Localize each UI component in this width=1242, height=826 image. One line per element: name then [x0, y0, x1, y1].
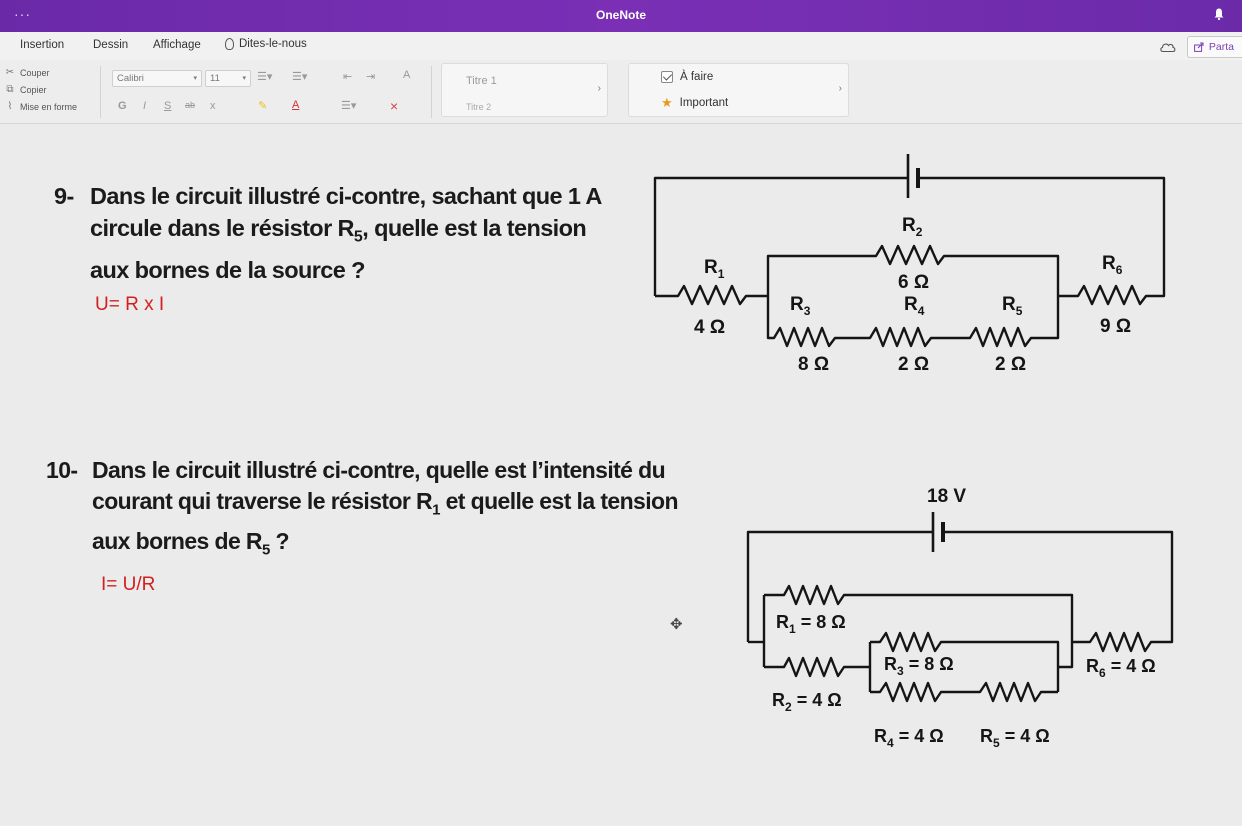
- format-painter-button[interactable]: [4, 101, 77, 112]
- question-line: Dans le circuit illustré ci-contre, sachant que 1 A: [90, 183, 602, 209]
- cut-button[interactable]: [4, 67, 50, 78]
- r4-label: $R_4 = 4$ Ω: [874, 726, 944, 750]
- tag-todo[interactable]: [661, 71, 713, 83]
- clear-formatting-button[interactable]: ×: [390, 98, 399, 114]
- question-line: aux bornes de $R_5$ ?: [92, 527, 289, 559]
- move-cursor-icon: ✥: [670, 616, 683, 633]
- share-button[interactable]: [1187, 36, 1242, 58]
- r5-value: 2 Ω: [995, 354, 1027, 375]
- r5-label: $R_5$: [1002, 294, 1023, 318]
- styles-pane-icon[interactable]: A: [403, 69, 411, 81]
- share-area: [1159, 36, 1242, 58]
- styles-gallery[interactable]: [441, 63, 608, 117]
- font-family-select[interactable]: [112, 70, 202, 87]
- tag-todo-label: À faire: [680, 71, 714, 83]
- copy-label: Copier: [20, 84, 47, 95]
- format-painter-label: Mise en forme: [20, 101, 78, 112]
- question-10: [46, 455, 678, 565]
- ribbon-divider: [100, 66, 101, 118]
- r2-value: 6 Ω: [898, 272, 930, 293]
- tell-me-search[interactable]: [225, 38, 307, 50]
- bullet-list-icon[interactable]: ☰▾: [257, 71, 273, 83]
- chevron-down-icon: ▾: [193, 75, 197, 82]
- question-line: circule dans le résistor $R_5$, quelle est la tension: [90, 215, 587, 246]
- r4-label: $R_4$: [904, 294, 925, 318]
- question-line: aux bornes de la source ?: [90, 256, 365, 283]
- app-title: OneNote: [595, 8, 646, 22]
- indent-icon[interactable]: ⇥: [366, 71, 376, 83]
- r5-label: $R_5 = 4$ Ω: [980, 726, 1050, 750]
- source-voltage: 18 V: [927, 486, 967, 507]
- notification-bell-icon[interactable]: [1214, 8, 1224, 20]
- italic-button[interactable]: I: [143, 100, 147, 112]
- cut-label: Couper: [20, 67, 50, 78]
- question-9: [54, 180, 602, 286]
- r1-label: $R_1 = 8$ Ω: [776, 612, 846, 636]
- tab-affichage[interactable]: Affichage: [153, 39, 201, 51]
- r3-label: $R_3 = 8$ Ω: [884, 654, 954, 678]
- chevron-down-icon: ▾: [242, 75, 246, 82]
- answer-note-10[interactable]: I= U/R: [101, 574, 156, 595]
- share-label: Parta: [1208, 41, 1234, 53]
- r3-value: 8 Ω: [798, 354, 830, 375]
- chevron-right-icon[interactable]: ›: [597, 83, 601, 94]
- r2-label: $R_2 = 4$ Ω: [772, 690, 842, 714]
- align-icon[interactable]: ☰▾: [341, 100, 357, 112]
- window-menu-dots[interactable]: ···: [14, 6, 31, 22]
- ribbon-tabs: [0, 32, 1242, 60]
- checkbox-icon: [661, 71, 673, 83]
- font-family-value: Calibri: [117, 73, 144, 84]
- underline-button[interactable]: S: [164, 100, 172, 112]
- circuit-diagram-9: [640, 148, 1180, 378]
- highlight-icon[interactable]: ✎: [258, 100, 268, 112]
- r1-label: $R_1$: [704, 257, 725, 281]
- copy-button[interactable]: [4, 84, 47, 95]
- style-titre1[interactable]: Titre 1: [466, 75, 497, 87]
- title-bar: [0, 0, 1242, 32]
- answer-note-9[interactable]: U= R x I: [95, 294, 165, 315]
- tab-insertion[interactable]: Insertion: [20, 39, 65, 51]
- r4-value: 2 Ω: [898, 354, 930, 375]
- bold-button[interactable]: G: [118, 100, 127, 112]
- r1-value: 4 Ω: [694, 317, 726, 338]
- copy-icon: ⧉: [6, 84, 14, 95]
- r6-label: $R_6 = 4$ Ω: [1086, 656, 1156, 680]
- numbered-list-icon[interactable]: ☰▾: [292, 71, 308, 83]
- font-size-select[interactable]: [205, 70, 251, 87]
- tag-important-label: Important: [679, 97, 729, 109]
- tags-gallery[interactable]: [628, 63, 849, 117]
- question-line: courant qui traverse le résistor $R_1$ et quelle est la tension: [92, 488, 678, 519]
- outdent-icon[interactable]: ⇤: [343, 71, 353, 83]
- share-icon: [1194, 42, 1204, 52]
- r3-label: $R_3$: [790, 294, 811, 318]
- tab-dessin[interactable]: Dessin: [93, 39, 129, 51]
- question-number: 9-: [54, 183, 74, 209]
- question-number: 10-: [46, 457, 78, 483]
- r6-label: $R_6$: [1102, 253, 1123, 277]
- cloud-sync-icon[interactable]: [1159, 41, 1177, 53]
- style-titre2[interactable]: Titre 2: [466, 102, 492, 112]
- chevron-right-icon[interactable]: ›: [838, 83, 842, 94]
- r6-value: 9 Ω: [1100, 316, 1132, 337]
- ribbon-divider: [431, 66, 432, 118]
- tag-important[interactable]: [661, 95, 728, 111]
- scissors-icon: ✂: [5, 67, 15, 78]
- star-icon: ★: [661, 95, 673, 110]
- circuit-diagram-10: [740, 482, 1180, 752]
- tell-me-label: Dites-le-nous: [239, 38, 307, 50]
- lightbulb-icon: [225, 38, 234, 50]
- subscript-button[interactable]: x: [210, 100, 216, 112]
- font-color-icon[interactable]: A: [292, 99, 300, 111]
- brush-icon: ⌇: [7, 101, 13, 112]
- question-line: Dans le circuit illustré ci-contre, quelle est l’intensité du: [92, 457, 666, 483]
- font-size-value: 11: [210, 73, 220, 84]
- r2-label: $R_2$: [902, 215, 923, 239]
- strikethrough-button[interactable]: ab: [185, 100, 196, 110]
